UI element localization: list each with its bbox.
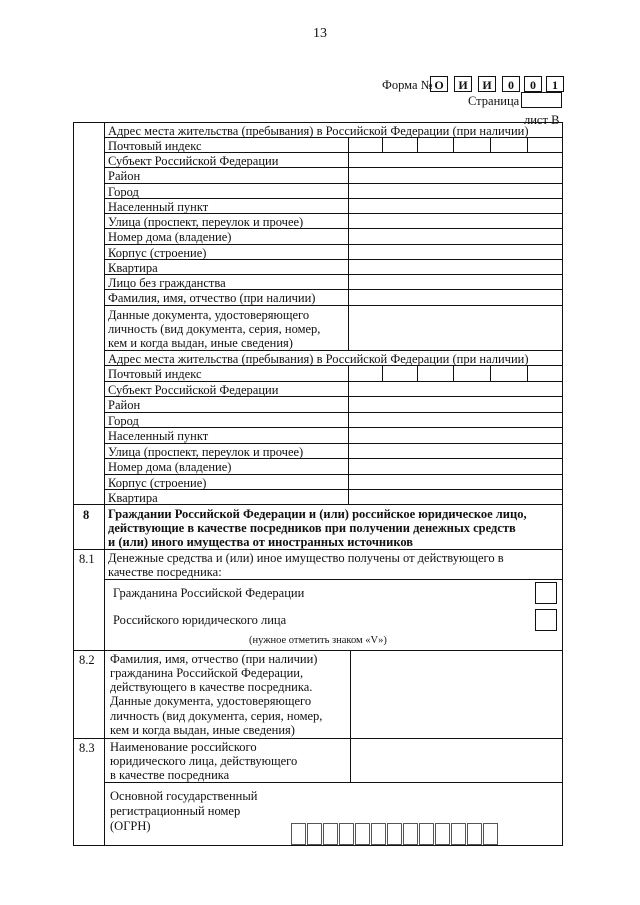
s81-number: 8.1 (79, 552, 95, 566)
postal-cell-divider (527, 137, 528, 152)
address1-header: Адрес места жительства (пребывания) в Российской Федерации (при наличии) (108, 124, 529, 138)
s83-text: в качестве посредника (110, 768, 230, 782)
address1-building-label: Корпус (строение) (108, 246, 207, 260)
sheet-label: лист В (524, 113, 560, 127)
postal-cell-divider (527, 365, 528, 381)
row-line (104, 259, 563, 260)
address2-city-label: Город (108, 414, 139, 428)
stateless-doc-label: Данные документа, удостоверяющего (108, 308, 310, 322)
row-line (104, 427, 563, 428)
address2-postal-label: Почтовый индекс (108, 367, 202, 381)
value-column-divider (348, 365, 349, 504)
s81-option-citizen: Гражданина Российской Федерации (113, 586, 305, 600)
s82-text: действующего в качестве посредника. (110, 680, 313, 694)
ogrn-digit-box[interactable] (451, 823, 466, 845)
section8-title: и (или) иного имущества от иностранных источников (108, 535, 414, 549)
ogrn-label: Основной государственный (110, 789, 258, 803)
section-line (73, 549, 563, 550)
row-line (104, 213, 563, 214)
page-input-box[interactable] (521, 92, 562, 108)
s81-option-legal-entity: Российского юридического лица (113, 613, 287, 627)
section8-title: Граждании Российской Федерации и (или) российское юридическое лицо, (108, 507, 527, 521)
postal-cell-divider (382, 137, 383, 152)
row-line (104, 137, 563, 138)
address1-street-label: Улица (проспект, переулок и прочее) (108, 215, 304, 229)
ogrn-digit-box[interactable] (339, 823, 354, 845)
ogrn-digit-box[interactable] (483, 823, 498, 845)
row-line (104, 198, 563, 199)
address1-settlement-label: Населенный пункт (108, 200, 209, 214)
form-code-box: 0 (524, 76, 542, 92)
address1-apartment-label: Квартира (108, 261, 158, 275)
postal-cell-divider (382, 365, 383, 381)
row-line (104, 396, 563, 397)
row-line (104, 167, 563, 168)
ogrn-digit-box[interactable] (307, 823, 322, 845)
form-number-label: Форма № (382, 78, 433, 92)
address2-header: Адрес места жительства (пребывания) в Российской Федерации (при наличии) (108, 352, 529, 366)
row-line (104, 458, 563, 459)
postal-cell-divider (490, 365, 491, 381)
address2-district-label: Район (108, 398, 141, 412)
s81-text: Денежные средства и (или) иное имущество получены от действующего в (108, 551, 504, 565)
row-line (104, 244, 563, 245)
row-line (104, 381, 563, 382)
address2-building-label: Корпус (строение) (108, 476, 207, 490)
ogrn-digit-box[interactable] (467, 823, 482, 845)
s82-number: 8.2 (79, 653, 95, 667)
ogrn-digit-box[interactable] (371, 823, 386, 845)
address2-settlement-label: Населенный пункт (108, 429, 209, 443)
form-code-box: И (454, 76, 472, 92)
form-code-box: 1 (546, 76, 564, 92)
s81-text: качестве посредника: (108, 565, 222, 579)
postal-cell-divider (453, 365, 454, 381)
row-line (104, 474, 563, 475)
address2-region-label: Субъект Российской Федерации (108, 383, 279, 397)
ogrn-digit-box[interactable] (355, 823, 370, 845)
section-line (73, 504, 563, 505)
legal-entity-checkbox[interactable] (535, 609, 557, 631)
ogrn-digit-box[interactable] (419, 823, 434, 845)
row-line (104, 412, 563, 413)
s83-text: Наименование российского (110, 740, 257, 754)
row-line (104, 579, 563, 580)
row-line (104, 289, 563, 290)
stateless-doc-label: кем и когда выдан, иные сведения) (108, 336, 293, 350)
form-code-box: О (430, 76, 448, 92)
page-label: Страница (468, 94, 520, 108)
stateless-doc-label: личность (вид документа, серия, номер, (108, 322, 321, 336)
ogrn-label: регистрационный номер (110, 804, 241, 818)
form-code-box: 0 (502, 76, 520, 92)
page-number: 13 (313, 26, 327, 41)
section8-title: действующие в качестве посредников при получении денежных средств (108, 521, 516, 535)
s81-note: (нужное отметить знаком «V») (249, 635, 387, 646)
row-line (104, 228, 563, 229)
row-line (104, 152, 563, 153)
s82-text: Фамилия, имя, отчество (при наличии) (110, 652, 318, 666)
address1-house-label: Номер дома (владение) (108, 230, 232, 244)
ogrn-digit-box[interactable] (291, 823, 306, 845)
s82-text: гражданина Российской Федерации, (110, 666, 304, 680)
value-column-divider (350, 650, 351, 738)
row-line (104, 183, 563, 184)
citizen-checkbox[interactable] (535, 582, 557, 604)
ogrn-digit-box[interactable] (323, 823, 338, 845)
value-column-divider (350, 738, 351, 782)
address2-street-label: Улица (проспект, переулок и прочее) (108, 445, 304, 459)
row-line (104, 782, 563, 783)
row-line (104, 365, 563, 366)
s82-text: кем и когда выдан, иные сведения) (110, 723, 295, 737)
address2-apartment-label: Квартира (108, 491, 158, 505)
ogrn-digit-box[interactable] (387, 823, 402, 845)
address1-city-label: Город (108, 185, 139, 199)
s82-text: Данные документа, удостоверяющего (110, 694, 312, 708)
ogrn-digit-box[interactable] (435, 823, 450, 845)
postal-cell-divider (417, 365, 418, 381)
postal-cell-divider (453, 137, 454, 152)
section-line (73, 738, 563, 739)
s83-text: юридического лица, действующего (110, 754, 298, 768)
address1-region-label: Субъект Российской Федерации (108, 154, 279, 168)
postal-cell-divider (490, 137, 491, 152)
address1-district-label: Район (108, 169, 141, 183)
address1-postal-label: Почтовый индекс (108, 139, 202, 153)
address2-house-label: Номер дома (владение) (108, 460, 232, 474)
row-line (104, 489, 563, 490)
section8-number: 8 (83, 508, 90, 522)
s82-text: личность (вид документа, серия, номер, (110, 709, 323, 723)
ogrn-label: (ОГРН) (110, 819, 151, 833)
stateless-fio-label: Фамилия, имя, отчество (при наличии) (108, 291, 316, 305)
row-line (104, 305, 563, 306)
row-line (104, 350, 563, 351)
s83-number: 8.3 (79, 741, 95, 755)
stateless-label: Лицо без гражданства (108, 276, 226, 290)
postal-cell-divider (417, 137, 418, 152)
row-line (104, 443, 563, 444)
form-code-box: И (478, 76, 496, 92)
section-line (73, 650, 563, 651)
row-line (104, 274, 563, 275)
ogrn-digit-box[interactable] (403, 823, 418, 845)
